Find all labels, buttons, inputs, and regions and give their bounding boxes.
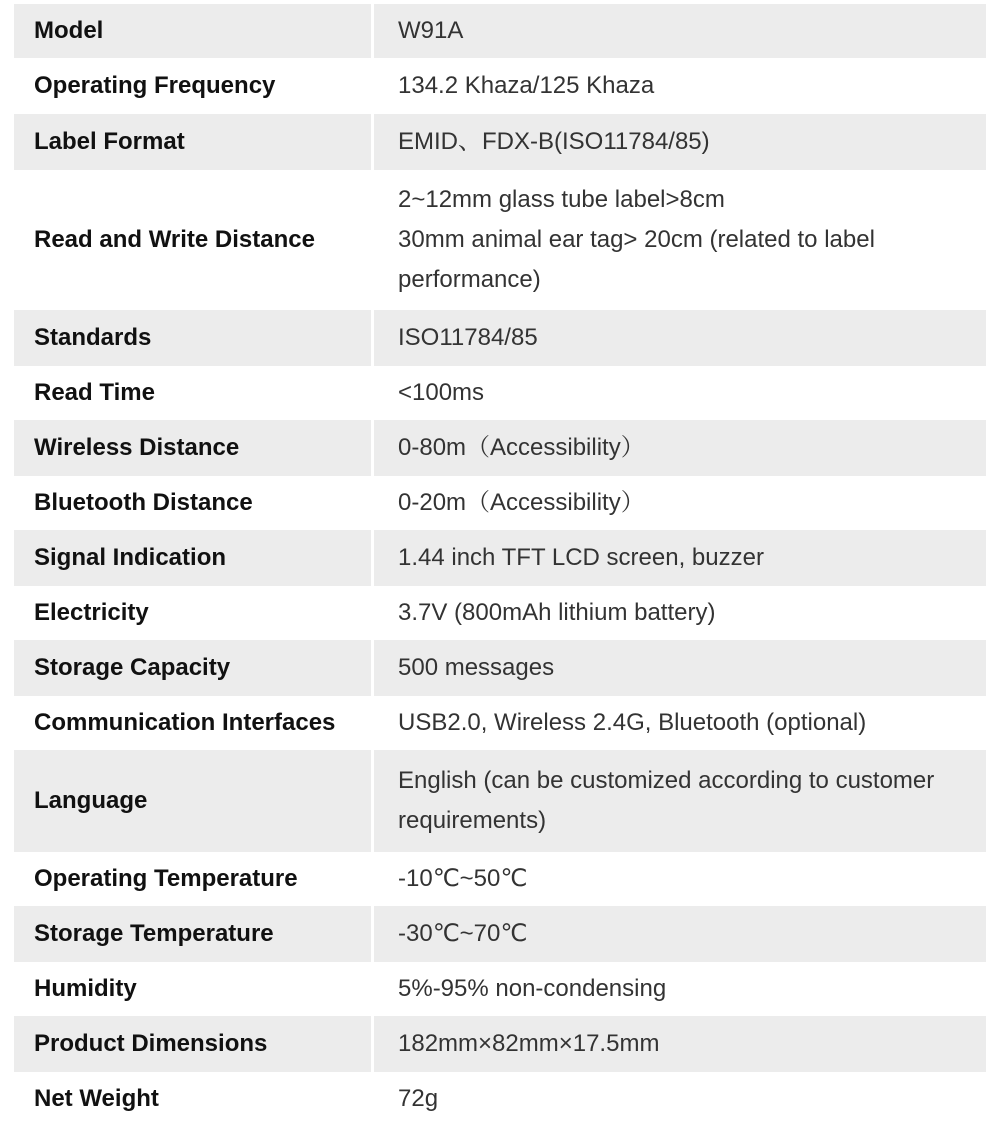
spec-value-line: 72g [398, 1085, 439, 1112]
spec-value [374, 750, 986, 852]
spec-value [374, 906, 986, 962]
spec-value [374, 852, 986, 906]
spec-label: Read Time [34, 379, 155, 406]
spec-value [374, 476, 986, 530]
spec-label: Label Format [34, 128, 185, 155]
spec-label: Model [34, 17, 104, 44]
spec-value [374, 962, 986, 1016]
spec-value [374, 310, 986, 366]
spec-value-line: ISO11784/85 [398, 324, 538, 351]
spec-label: Communication Interfaces [34, 709, 336, 736]
spec-value [374, 530, 986, 586]
spec-label: Read and Write Distance [34, 226, 315, 253]
spec-value-line: performance) [398, 266, 541, 293]
spec-row [14, 530, 986, 586]
spec-value-line: 134.2 Khaza/125 Khaza [398, 72, 655, 99]
spec-value-line: 3.7V (800mAh lithium battery) [398, 599, 716, 626]
spec-row [14, 852, 986, 906]
spec-value-line: English (can be customized according to customer [398, 767, 935, 794]
spec-label: Humidity [34, 975, 137, 1002]
spec-value-line: 2~12mm glass tube label>8cm [398, 186, 725, 213]
spec-value-line: 182mm×82mm×17.5mm [398, 1030, 660, 1057]
spec-row [14, 1072, 986, 1126]
spec-label: Product Dimensions [34, 1030, 268, 1057]
spec-value-line: <100ms [398, 379, 485, 406]
spec-value-line: EMID、FDX-B(ISO11784/85) [398, 128, 710, 155]
spec-row [14, 696, 986, 750]
spec-value [374, 420, 986, 476]
spec-value-line: -30℃~70℃ [398, 920, 528, 947]
spec-row [14, 170, 986, 310]
spec-row [14, 420, 986, 476]
spec-row [14, 58, 986, 114]
spec-value-line: 0-20m（Accessibility） [398, 489, 645, 516]
spec-row [14, 962, 986, 1016]
spec-value [374, 366, 986, 420]
spec-label: Wireless Distance [34, 434, 240, 461]
spec-value-line: 30mm animal ear tag> 20cm (related to label [398, 226, 875, 253]
spec-row [14, 366, 986, 420]
spec-value [374, 58, 986, 114]
spec-value-line: 1.44 inch TFT LCD screen, buzzer [398, 544, 764, 571]
spec-label: Net Weight [34, 1085, 159, 1112]
spec-table [14, 4, 986, 1126]
spec-value [374, 696, 986, 750]
spec-label: Operating Frequency [34, 72, 276, 99]
spec-value [374, 1016, 986, 1072]
spec-value [374, 114, 986, 170]
spec-value-line: USB2.0, Wireless 2.4G, Bluetooth (optional) [398, 709, 867, 736]
spec-label: Bluetooth Distance [34, 489, 253, 516]
spec-label: Operating Temperature [34, 865, 298, 892]
spec-row [14, 750, 986, 852]
spec-value-line: 5%-95% non-condensing [398, 975, 667, 1002]
spec-row [14, 640, 986, 696]
spec-value [374, 170, 986, 310]
spec-value [374, 586, 986, 640]
spec-value-line: requirements) [398, 807, 547, 834]
spec-label: Electricity [34, 599, 149, 626]
spec-value-line: 0-80m（Accessibility） [398, 434, 645, 461]
spec-value [374, 4, 986, 58]
spec-row [14, 114, 986, 170]
spec-value-line: -10℃~50℃ [398, 865, 528, 892]
spec-label: Language [34, 787, 148, 814]
spec-row [14, 1016, 986, 1072]
spec-label: Signal Indication [34, 544, 227, 571]
spec-value-line: W91A [398, 17, 464, 44]
spec-row [14, 476, 986, 530]
spec-value [374, 1072, 986, 1126]
spec-row [14, 906, 986, 962]
spec-label: Storage Capacity [34, 654, 231, 681]
spec-row [14, 4, 986, 58]
spec-row [14, 586, 986, 640]
spec-row [14, 310, 986, 366]
spec-label: Storage Temperature [34, 920, 274, 947]
spec-label: Standards [34, 324, 152, 351]
spec-value-line: 500 messages [398, 654, 555, 681]
spec-value [374, 640, 986, 696]
